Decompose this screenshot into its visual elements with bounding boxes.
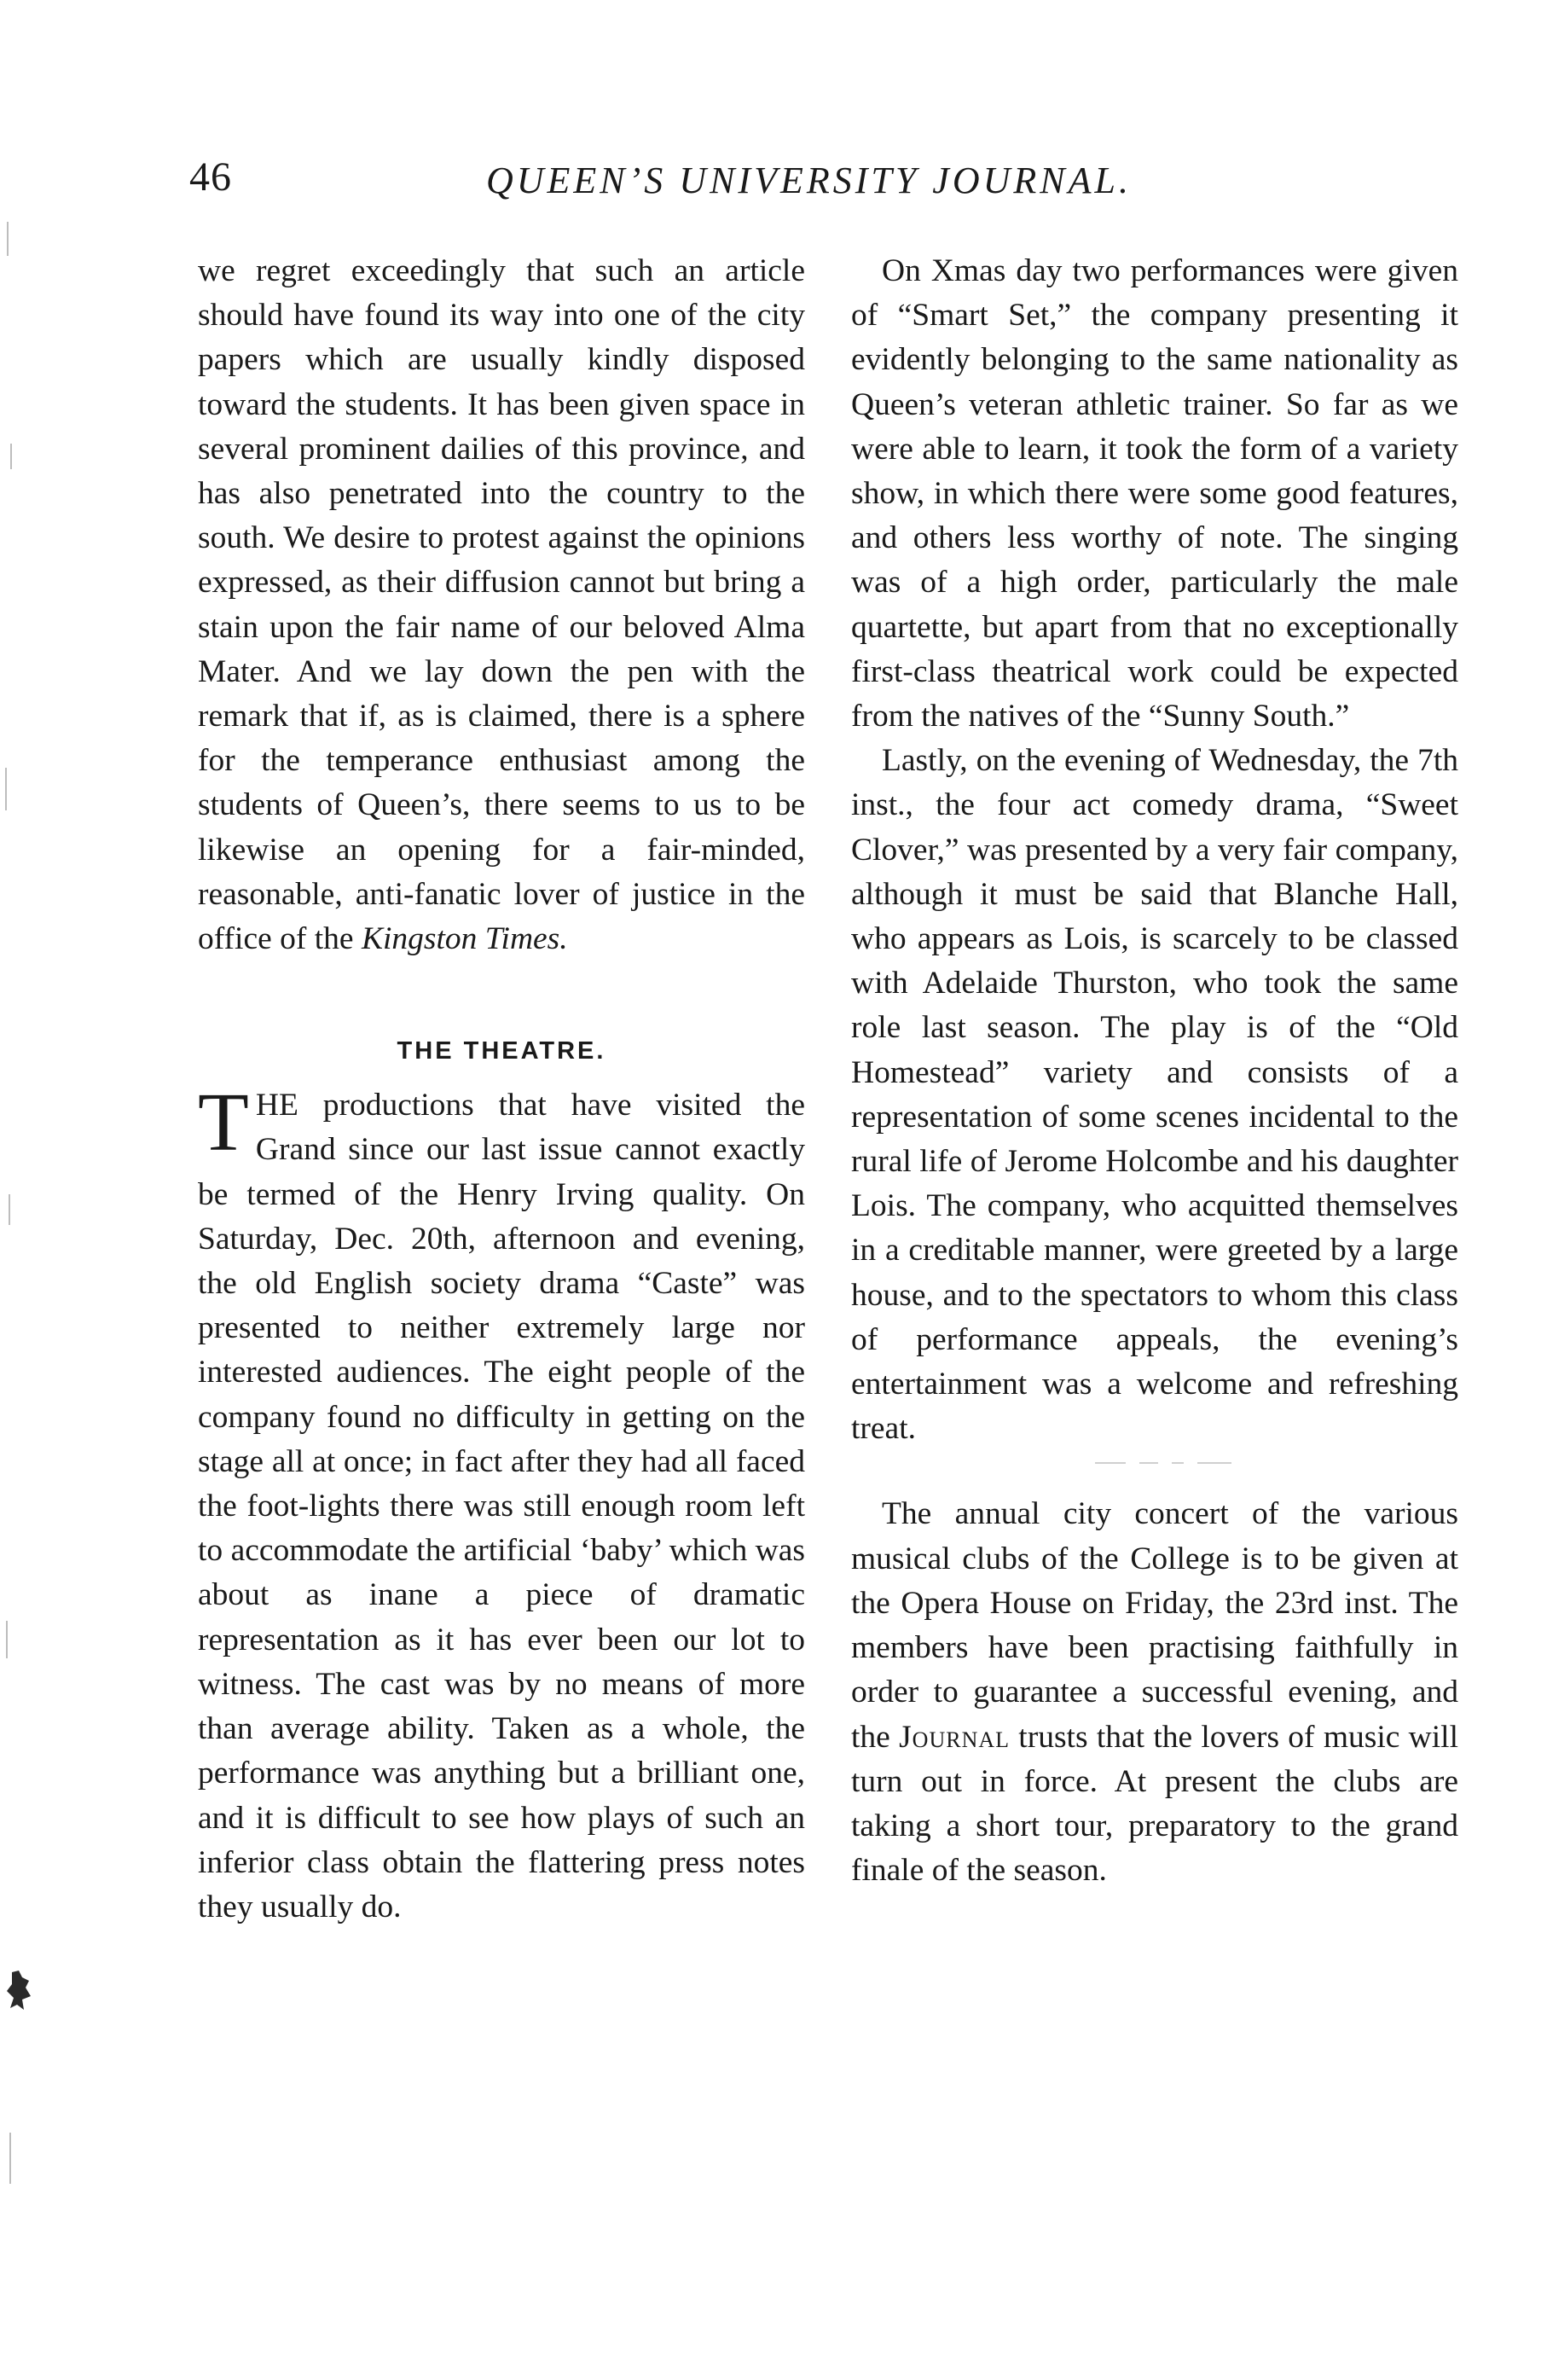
smart-set-paragraph: On Xmas day two performances were given of “Smart Set,” the company presenting it evidently belonging to the same nationality as Queen’s veteran athletic trainer. So far as we were able to learn, it took the form of a variety show, in which there were some good features, and others less worthy of note. The singing was of a high order, particularly the male quartette, but apart from that no exceptionally first-class theatrical work could be expected from the natives of the “Sunny South.”: [851, 253, 1458, 734]
journal-title: QUEEN’S UNIVERSITY JOURNAL.: [486, 160, 1132, 201]
sweet-clover-paragraph: Lastly, on the evening of Wednesday, the 7th inst., the four act comedy drama, “Sweet Clover,” was presented by a very fair company, although it must be said that Blanche Hall, who appears as Lois, is scarcely to be classed with Adelaide Thurston, who took the same role last season. The play is of the “Old Homestead” variety and consists of a representation of some scenes incidental to the rural life of Jerome Holcombe and his daughter Lois. The company, who acquitted themselves in a creditable manner, were greeted by a large house, and to the spectators to whom this class of performance appeals, the evening’s entertainment was a welcome and refreshing treat.: [851, 743, 1458, 1447]
page-number: 46: [189, 154, 232, 200]
section-heading-theatre: THE THEATRE.: [397, 1037, 606, 1065]
right-column: [851, 249, 1458, 1893]
left-paragraph-continuation: [198, 249, 805, 961]
concert-paragraph: [851, 1492, 1458, 1893]
running-header: [189, 154, 1162, 213]
concert-text-start: The annual city concert of the various musical clubs of the College is to be given at the Opera House on Friday, the 23rd inst. The members have been practising faithfully in order to guarantee a successful evening, and the: [851, 1496, 1458, 1755]
newspaper-name: Kingston Times.: [361, 921, 568, 957]
left-column: [198, 249, 805, 1930]
ink-blot: [7, 1971, 32, 2010]
theatre-paragraph: THE productions that have visited the Grand since our last issue cannot exactly be termed of the Henry Irving quality. On Saturday, Dec. 20th, afternoon and evening, the old English society drama “Caste” was presented to neither extremely large nor interested audiences. The eight people of the company found no difficulty in getting on the stage all at once; in fact after they had all faced the foot-lights there was still enough room left to accommodate the artificial ‘baby’ which was about as inane a piece of dramatic representation as it has ever been our lot to witness. The cast was by no means of more than average ability. Taken as a whole, the performance was anything but a brilliant one, and it is difficult to see how plays of such an inferior class obtain the flattering press notes they usually do.: [198, 1077, 805, 1924]
scan-edge-marks: [0, 0, 34, 2380]
journal-name: Journal: [899, 1719, 1011, 1755]
section-divider: [1061, 1454, 1249, 1472]
left-paragraph-text: we regret exceedingly that such an article should have found its way into one of the city papers which are usually kindly disposed toward the students. It has been given space in several prominent dailies of this province, and has also penetrated into the country to the south. We desire to protest against the opinions expressed, as their diffusion cannot but bring a stain upon the fair name of our beloved Alma Mater. And we lay down the pen with the remark that if, as is claimed, there is a sphere for the temperance enthusiast among the students of Queen’s, there seems to us to be likewise an opening for a fair-minded, reasonable, anti-fanatic lover of justice in the office of the: [198, 253, 805, 957]
concert-text-end: trusts that the lovers of music will turn out in force. At present the clubs are taking a short tour, preparatory to the grand finale of the season.: [851, 1719, 1458, 1889]
